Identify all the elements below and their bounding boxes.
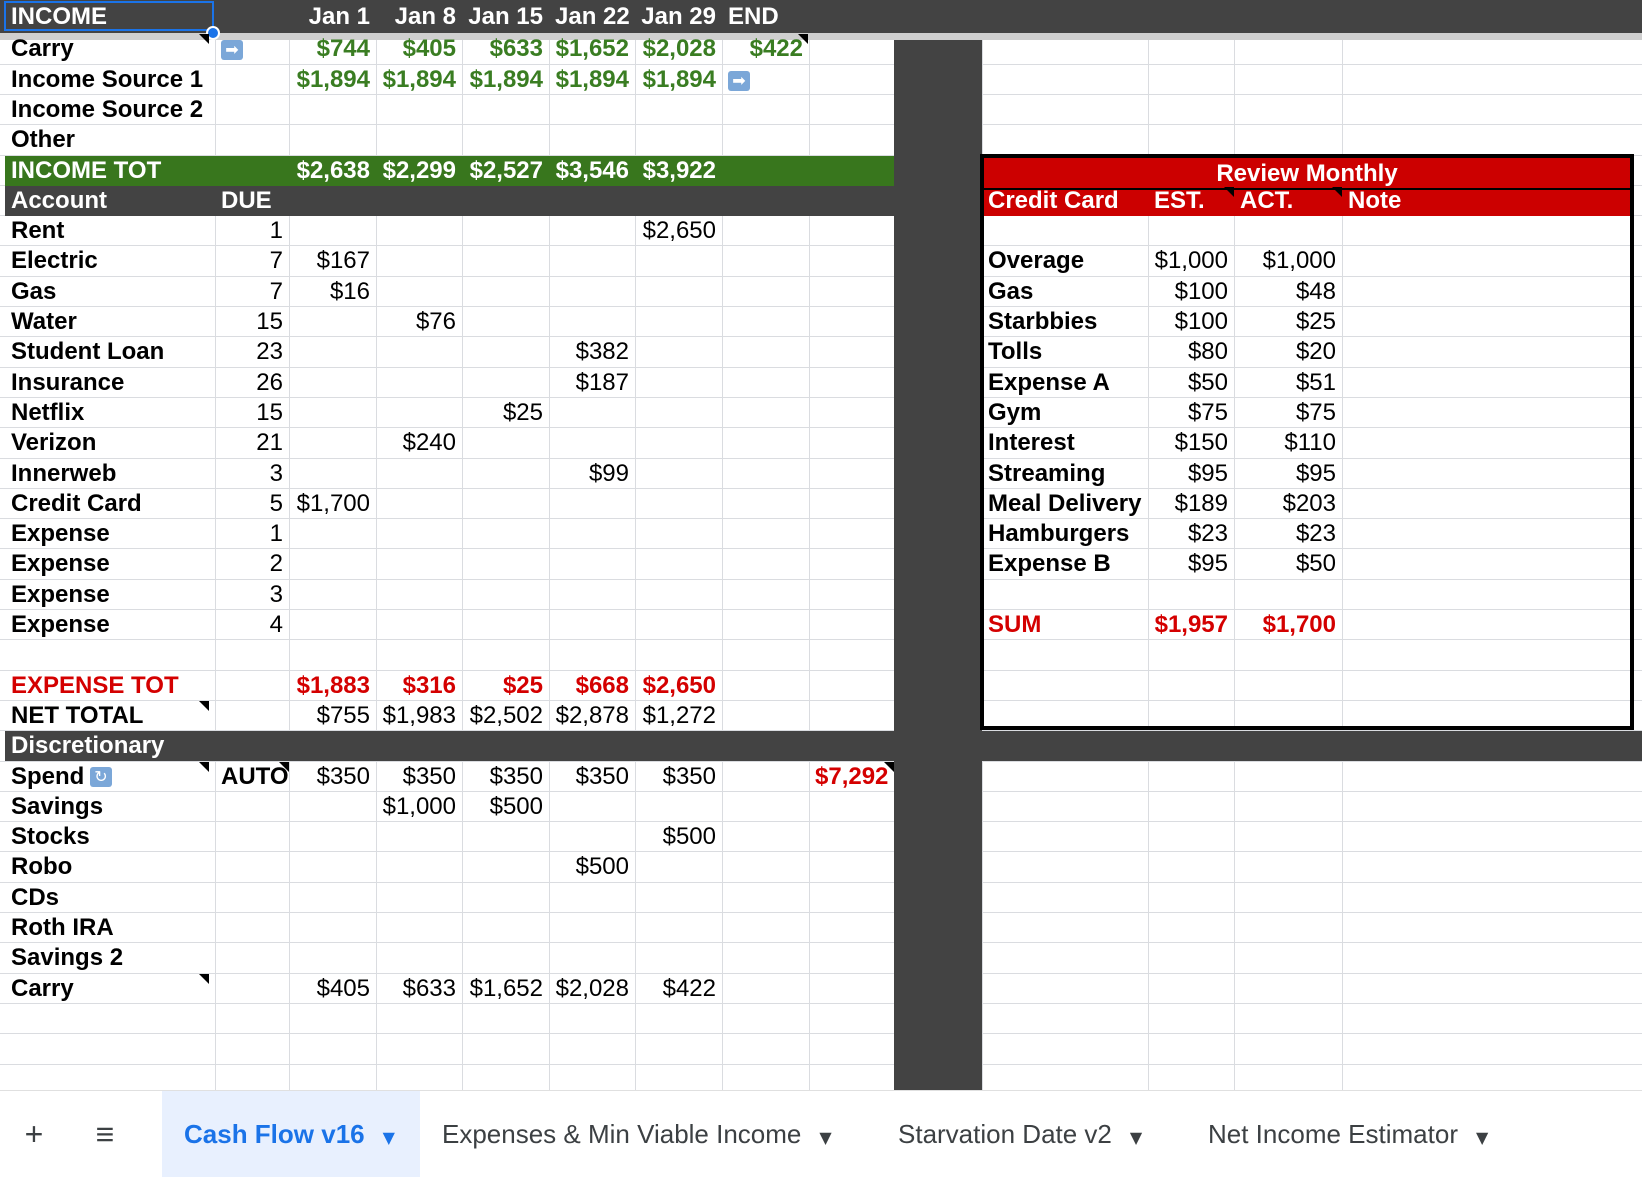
income-end-cell[interactable] [728,95,803,125]
discretionary-value-cell[interactable] [641,913,716,943]
comment-indicator[interactable] [199,34,209,44]
discretionary-value-cell[interactable] [468,913,543,943]
review-sum-label[interactable]: SUM [988,611,1042,638]
expense-value-cell[interactable] [382,459,456,489]
discretionary-value-cell[interactable] [295,913,370,943]
review-est-cell[interactable]: $75 [1187,398,1228,426]
review-act-cell[interactable]: $20 [1295,338,1336,366]
column-date-header[interactable]: Jan 8 [394,3,456,30]
expense-tot-value[interactable]: $668 [575,671,629,699]
income-value-cell[interactable] [382,125,456,155]
review-act-cell[interactable]: $51 [1295,368,1336,396]
income-tot-value[interactable]: $3,546 [555,156,629,184]
comment-indicator[interactable] [199,974,209,984]
discretionary-due-cell[interactable]: AUTO [221,762,289,790]
discretionary-end-cell[interactable] [815,883,888,913]
expense-value-cell[interactable] [468,610,543,640]
tab-label: Expenses & Min Viable Income [442,1119,802,1149]
expense-value-cell[interactable] [382,277,456,307]
expense-value-cell[interactable] [382,519,456,549]
row-label[interactable]: Carry [11,35,74,63]
comment-indicator[interactable] [199,762,209,772]
expense-value-cell[interactable] [555,277,629,307]
expense-value-cell[interactable] [641,459,716,489]
expense-value-cell[interactable] [555,610,629,640]
discretionary-value-cell[interactable] [295,943,370,973]
expense-value-cell[interactable] [555,216,629,246]
review-act-cell[interactable]: $1,000 [1262,247,1336,275]
gridline [0,1064,1642,1065]
discretionary-due-cell[interactable] [221,852,283,882]
expense-value-cell[interactable] [382,368,456,398]
expense-value-cell[interactable] [468,580,543,610]
discretionary-value-cell[interactable]: $350 [316,762,370,790]
review-est-cell[interactable]: $80 [1187,338,1228,366]
discretionary-due-cell[interactable] [221,943,283,973]
discretionary-value-cell[interactable] [555,792,629,822]
expense-value-cell[interactable] [641,398,716,428]
account-row-label[interactable]: Insurance [11,368,125,396]
menu-icon: ≡ [95,1116,115,1152]
discretionary-due-cell[interactable] [221,913,283,943]
comment-indicator[interactable] [279,762,289,772]
net-total-value[interactable]: $1,272 [642,701,716,729]
refresh-icon[interactable]: ↻ [90,767,112,787]
review-row-label[interactable]: Overage [988,247,1085,275]
due-day-cell[interactable]: 7 [269,277,283,305]
discretionary-value-cell[interactable]: $1,652 [469,974,543,1002]
discretionary-value-cell[interactable] [468,883,543,913]
review-column-header[interactable]: ACT. [1240,186,1294,214]
expense-value-cell[interactable] [468,459,543,489]
discretionary-row-label[interactable]: Roth IRA [11,914,114,941]
expense-value-cell[interactable] [382,489,456,519]
comment-indicator[interactable] [199,701,209,711]
review-row-label[interactable]: Gym [988,398,1042,426]
arrow-right-icon[interactable]: ➡ [221,40,243,60]
expense-value-cell[interactable]: $76 [415,308,456,335]
chevron-down-icon[interactable]: ▼ [382,1128,395,1147]
due-day-cell[interactable]: 21 [256,429,283,457]
due-day-cell[interactable]: 23 [256,338,283,366]
due-header-label[interactable]: DUE [221,186,272,214]
income-end-cell[interactable] [728,125,803,155]
expense-value-cell[interactable] [382,246,456,276]
expense-value-cell[interactable] [641,489,716,519]
discretionary-value-cell[interactable] [382,852,456,882]
discretionary-value-cell[interactable]: $350 [575,762,629,790]
discretionary-value-cell[interactable] [641,852,716,882]
header-row-band [0,0,1642,33]
expense-value-cell[interactable] [468,489,543,519]
account-header-label[interactable]: Account [11,186,107,214]
discretionary-row-label[interactable]: Carry [11,974,74,1002]
chevron-down-icon[interactable]: ▼ [819,1128,832,1147]
net-total-value[interactable]: $1,983 [382,701,456,729]
all-sheets-button[interactable] [88,1091,122,1177]
income-value-cell[interactable] [641,125,716,155]
discretionary-value-cell[interactable] [295,792,370,822]
discretionary-value-cell[interactable] [555,913,629,943]
due-day-cell[interactable]: 15 [256,398,283,426]
review-est-cell[interactable]: $100 [1174,277,1228,305]
discretionary-value-cell[interactable] [295,822,370,852]
account-row-label[interactable]: Electric [11,247,98,275]
tab-label: Starvation Date v2 [898,1119,1112,1149]
income-value-cell[interactable] [295,95,370,125]
income-tot-label[interactable]: INCOME TOT [11,156,162,184]
expense-value-cell[interactable] [295,337,370,367]
discretionary-value-cell[interactable]: $500 [575,853,629,881]
discretionary-due-cell[interactable] [221,822,283,852]
column-end-header[interactable]: END [728,3,779,30]
expense-value-cell[interactable] [468,519,543,549]
expense-value-cell[interactable] [468,428,543,458]
expense-value-cell[interactable]: $25 [502,398,543,426]
column-date-header[interactable]: Jan 29 [641,3,716,30]
expense-value-cell[interactable] [468,368,543,398]
net-total-label[interactable]: NET TOTAL [11,701,144,729]
income-tot-value[interactable]: $2,299 [382,156,456,184]
due-day-cell[interactable]: 1 [269,520,283,548]
row-label[interactable]: Other [11,126,76,154]
discretionary-header-label[interactable]: Discretionary [11,732,165,760]
arrow-right-icon[interactable]: ➡ [728,71,750,91]
tab-net-income-estimator[interactable] [1208,1091,1488,1177]
discretionary-end-cell[interactable] [815,943,888,973]
discretionary-row-label[interactable]: CDs [11,883,60,911]
income-value-cell[interactable]: $1,652 [555,35,629,63]
review-est-cell[interactable]: $1,000 [1154,247,1228,275]
expense-value-cell[interactable]: $2,650 [642,217,716,245]
income-value-cell[interactable] [468,95,543,125]
account-row-label[interactable]: Student Loan [11,338,165,366]
expense-value-cell[interactable] [382,216,456,246]
discretionary-end-cell[interactable]: $7,292 [815,762,889,790]
expense-value-cell[interactable] [641,368,716,398]
review-row-label[interactable]: Expense B [988,550,1111,578]
expense-value-cell[interactable] [295,368,370,398]
review-monthly-box [980,154,1634,730]
expense-value-cell[interactable] [555,489,629,519]
income-value-cell[interactable] [295,125,370,155]
discretionary-value-cell[interactable]: $2,028 [555,974,629,1002]
discretionary-due-cell[interactable] [221,792,283,822]
due-day-cell[interactable]: 15 [256,308,283,335]
expense-value-cell[interactable] [468,549,543,579]
expense-value-cell[interactable]: $187 [575,368,629,396]
due-day-cell[interactable]: 5 [269,489,283,517]
review-row-label[interactable]: Streaming [988,459,1106,487]
expense-value-cell[interactable]: $240 [402,429,456,457]
discretionary-due-cell[interactable] [221,883,283,913]
income-value-cell[interactable]: $405 [402,35,456,63]
review-est-cell[interactable]: $189 [1174,489,1228,517]
column-date-header[interactable]: Jan 22 [555,3,630,30]
review-est-cell[interactable]: $100 [1174,308,1228,335]
expense-value-cell[interactable] [641,337,716,367]
gridline [0,124,1642,125]
income-tot-value[interactable]: $2,527 [469,156,543,184]
discretionary-value-cell[interactable] [555,883,629,913]
discretionary-value-cell[interactable]: $500 [662,823,716,851]
expense-value-cell[interactable]: $1,700 [296,489,370,517]
due-day-cell[interactable]: 7 [269,247,283,275]
income-value-cell[interactable] [468,125,543,155]
review-title: Review Monthly [1216,160,1398,187]
review-sum-est[interactable]: $1,957 [1154,611,1228,638]
expense-value-cell[interactable] [641,519,716,549]
due-day-cell[interactable]: 2 [269,550,283,578]
expense-value-cell[interactable] [555,580,629,610]
discretionary-value-cell[interactable] [295,883,370,913]
review-column-header[interactable]: EST. [1154,186,1205,214]
income-value-cell[interactable]: $2,028 [642,35,716,63]
discretionary-value-cell[interactable] [555,822,629,852]
discretionary-value-cell[interactable]: $500 [489,792,543,820]
account-row-label[interactable]: Water [11,308,77,335]
expense-value-cell[interactable] [295,549,370,579]
comment-indicator[interactable] [884,762,894,772]
expense-tot-value[interactable]: $1,883 [296,671,370,699]
review-est-cell[interactable]: $23 [1187,520,1228,548]
expense-value-cell[interactable] [555,246,629,276]
expense-value-cell[interactable] [295,398,370,428]
discretionary-value-cell[interactable] [382,943,456,973]
discretionary-value-cell[interactable]: $1,000 [382,792,456,820]
review-act-cell[interactable]: $48 [1295,277,1336,305]
expense-value-cell[interactable]: $167 [316,247,370,275]
expense-value-cell[interactable] [468,307,543,337]
income-value-cell[interactable]: $1,894 [469,65,543,93]
expense-value-cell[interactable] [468,246,543,276]
expense-value-cell[interactable] [641,549,716,579]
income-value-cell[interactable]: $744 [316,35,370,63]
expense-value-cell[interactable] [295,307,370,337]
expense-value-cell[interactable] [295,428,370,458]
cell-income-title[interactable]: INCOME [11,3,107,30]
discretionary-row-label[interactable]: Savings [11,792,104,820]
expense-value-cell[interactable]: $99 [588,459,629,487]
income-end-cell[interactable]: $422 [749,35,803,63]
discretionary-value-cell[interactable] [468,822,543,852]
plus-icon: + [24,1116,44,1152]
account-row-label[interactable]: Rent [11,217,65,245]
expense-value-cell[interactable] [641,428,716,458]
add-sheet-button[interactable] [20,1091,48,1177]
column-date-header[interactable]: Jan 15 [468,3,543,30]
expense-value-cell[interactable] [555,428,629,458]
expense-value-cell[interactable] [295,459,370,489]
expense-tot-label[interactable]: EXPENSE TOT [11,671,179,699]
discretionary-value-cell[interactable] [382,883,456,913]
review-est-cell[interactable]: $95 [1187,550,1228,578]
account-row-label[interactable]: Expense [11,611,110,638]
row-label[interactable]: Income Source 1 [11,65,204,93]
income-value-cell[interactable]: $1,894 [382,65,456,93]
tab-label: Net Income Estimator [1208,1119,1458,1149]
gridline [0,94,1642,95]
net-total-value[interactable]: $2,502 [469,701,543,729]
chevron-down-icon[interactable]: ▼ [1475,1128,1489,1147]
discretionary-end-cell[interactable] [815,852,888,882]
expense-value-cell[interactable] [468,337,543,367]
income-tot-value[interactable]: $3,922 [642,156,716,184]
discretionary-value-cell[interactable]: $350 [489,762,543,790]
discretionary-value-cell[interactable] [468,852,543,882]
review-row-label[interactable]: Starbbies [988,308,1098,335]
income-tot-value[interactable]: $2,638 [296,156,370,184]
review-est-cell[interactable]: $95 [1187,459,1228,487]
expense-value-cell[interactable] [641,610,716,640]
income-value-cell[interactable]: $633 [489,35,543,63]
expense-value-cell[interactable] [641,277,716,307]
discretionary-value-cell[interactable]: $633 [402,974,456,1002]
expense-value-cell[interactable] [641,580,716,610]
review-est-cell[interactable]: $150 [1174,429,1228,457]
expense-value-cell[interactable] [555,398,629,428]
due-day-cell[interactable]: 26 [256,368,283,396]
due-day-cell[interactable]: 1 [269,217,283,245]
account-row-label[interactable]: Expense [11,520,110,548]
expense-value-cell[interactable] [555,549,629,579]
review-sum-act[interactable]: $1,700 [1262,611,1336,638]
expense-tot-value[interactable]: $316 [402,671,456,699]
expense-value-cell[interactable] [555,519,629,549]
discretionary-value-cell[interactable]: $350 [402,762,456,790]
review-act-cell[interactable]: $110 [1284,429,1336,457]
discretionary-row-label[interactable]: Robo [11,853,73,881]
discretionary-value-cell[interactable]: $350 [662,762,716,790]
account-row-label[interactable]: Expense [11,580,110,608]
gridline [0,1033,1642,1034]
tab-starvation-date-v2[interactable] [898,1091,1142,1177]
income-value-cell[interactable] [555,125,629,155]
net-total-value[interactable]: $755 [316,701,370,729]
discretionary-value-cell[interactable] [641,792,716,822]
expense-value-cell[interactable] [382,580,456,610]
discretionary-value-cell[interactable] [382,822,456,852]
expense-value-cell[interactable] [641,307,716,337]
income-value-cell[interactable] [641,95,716,125]
chevron-down-icon[interactable]: ▼ [1129,1128,1143,1147]
account-row-label[interactable]: Expense [11,550,110,578]
due-day-cell[interactable]: 3 [269,459,283,487]
expense-tot-value[interactable]: $2,650 [642,671,716,699]
review-act-cell[interactable]: $75 [1295,398,1336,426]
review-row-label[interactable]: Hamburgers [988,520,1130,548]
discretionary-value-cell[interactable] [641,943,716,973]
tab-label: Cash Flow v16 [184,1119,365,1149]
tab-expenses-min-viable-income[interactable] [442,1091,832,1177]
discretionary-end-cell[interactable] [815,974,888,1004]
expense-value-cell[interactable] [468,277,543,307]
account-row-label[interactable]: Credit Card [11,489,142,517]
discretionary-end-cell[interactable] [815,913,888,943]
discretionary-value-cell[interactable] [382,913,456,943]
expense-value-cell[interactable] [382,610,456,640]
account-row-label[interactable]: Verizon [11,429,97,457]
expense-value-cell[interactable] [295,610,370,640]
due-day-cell[interactable]: 3 [269,580,283,608]
tab-cash-flow-v16[interactable] [162,1091,420,1177]
review-row-label[interactable]: Interest [988,429,1075,457]
account-row-label[interactable]: Gas [11,277,57,305]
expense-value-cell[interactable] [382,337,456,367]
discretionary-row-label[interactable]: Savings 2 [11,944,124,972]
expense-tot-value[interactable]: $25 [502,671,543,699]
review-row-label[interactable]: Gas [988,277,1034,305]
expense-value-cell[interactable] [641,246,716,276]
review-act-cell[interactable]: $23 [1295,520,1336,548]
review-act-cell[interactable]: $95 [1295,459,1336,487]
expense-value-cell[interactable] [295,519,370,549]
review-row-label[interactable]: Meal Delivery [988,489,1142,517]
income-value-cell[interactable] [382,95,456,125]
review-act-cell[interactable]: $50 [1295,550,1336,578]
account-row-label[interactable]: Innerweb [11,459,117,487]
spacer-column [894,40,982,1090]
expense-value-cell[interactable]: $16 [329,277,370,305]
discretionary-value-cell[interactable] [295,852,370,882]
review-column-header[interactable]: Note [1348,186,1402,214]
expense-value-cell[interactable] [295,216,370,246]
due-day-cell[interactable]: 4 [269,611,283,638]
review-row-label[interactable]: Expense A [988,368,1110,396]
discretionary-value-cell[interactable] [468,943,543,973]
discretionary-row-label[interactable]: Stocks [11,823,90,851]
expense-value-cell[interactable] [468,216,543,246]
income-value-cell[interactable]: $1,894 [642,65,716,93]
expense-value-cell[interactable]: $382 [575,338,629,366]
expense-value-cell[interactable] [382,549,456,579]
comment-indicator[interactable] [798,34,808,44]
column-date-header[interactable]: Jan 1 [308,3,370,30]
income-value-cell[interactable]: $1,894 [555,65,629,93]
review-column-header[interactable]: Credit Card [988,186,1119,214]
frozen-row-divider [0,33,1642,40]
sheet-tab-bar [0,1090,1642,1177]
discretionary-value-cell[interactable]: $405 [316,974,370,1002]
expense-value-cell[interactable] [295,580,370,610]
account-row-label[interactable]: Netflix [11,398,85,426]
review-row-label[interactable]: Tolls [988,338,1043,366]
review-act-cell[interactable]: $25 [1295,308,1336,335]
income-value-cell[interactable]: $1,894 [296,65,370,93]
discretionary-value-cell[interactable] [555,943,629,973]
income-value-cell[interactable] [555,95,629,125]
discretionary-row-label[interactable]: Spend [11,762,85,790]
gridline [0,64,1642,65]
discretionary-end-cell[interactable] [815,792,888,822]
expense-value-cell[interactable] [555,307,629,337]
review-act-cell[interactable]: $203 [1282,489,1336,517]
discretionary-value-cell[interactable] [641,883,716,913]
expense-value-cell[interactable] [382,398,456,428]
review-est-cell[interactable]: $50 [1187,368,1228,396]
row-label[interactable]: Income Source 2 [11,95,204,123]
discretionary-due-cell[interactable] [221,974,283,1004]
net-total-value[interactable]: $2,878 [555,701,629,729]
discretionary-value-cell[interactable]: $422 [662,974,716,1002]
discretionary-end-cell[interactable] [815,822,888,852]
